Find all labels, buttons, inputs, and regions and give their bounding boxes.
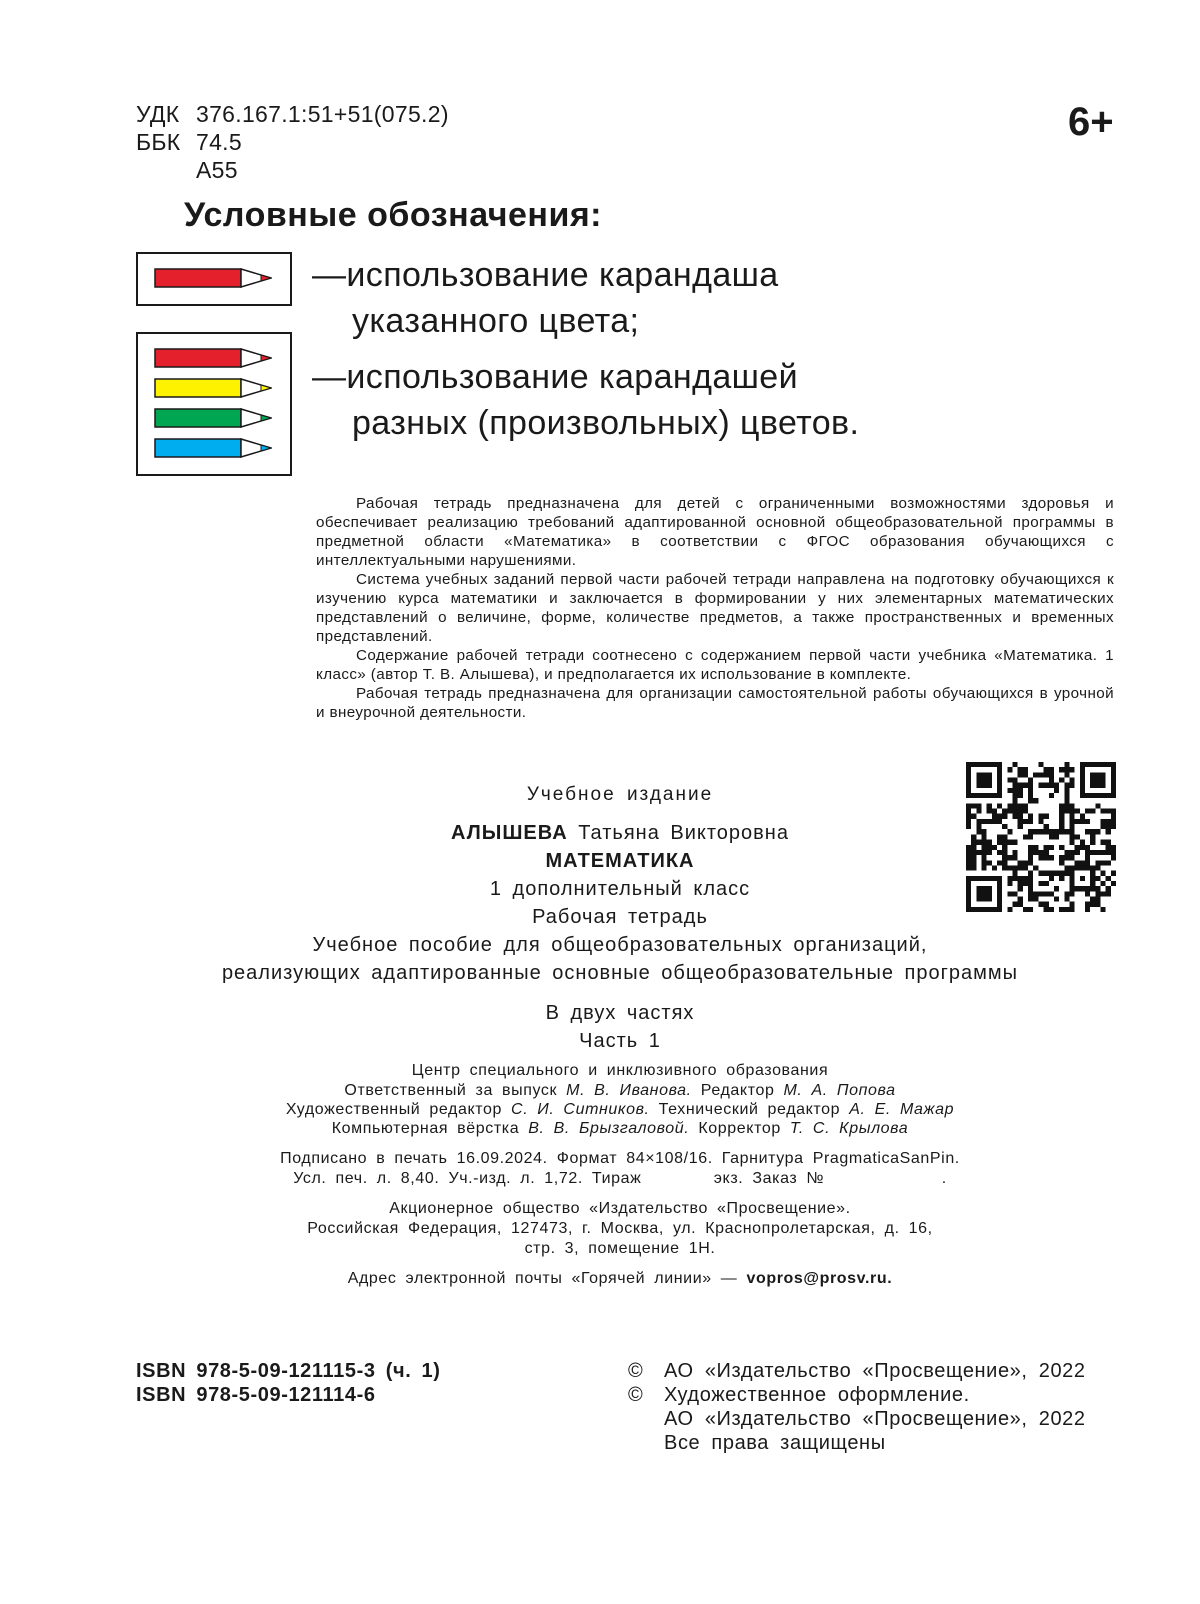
red-pencil-icon: [154, 268, 272, 288]
isbn-line1: ISBN 978-5-09-121115-3 (ч. 1): [136, 1360, 441, 1382]
art-editor-line: Художественный редактор С. И. Ситников. Технический редактор А. Е. Мажар: [285, 1101, 955, 1118]
bbk-value: 74.5: [196, 129, 242, 155]
book-title: МАТЕМАТИКА: [545, 850, 695, 872]
legend-single-line2: указанного цвета;: [352, 302, 640, 340]
author-sign-line: [136, 156, 238, 184]
legend-title: Условные обозначения:: [184, 196, 603, 234]
purpose-line2: реализующих адаптированные основные общеобразовательные программы: [221, 962, 1019, 984]
annotation: [316, 494, 1114, 722]
annotation-paragraph: Система учебных заданий первой части рабочей тетради направлена на подготовку обучающихся к изучению курса математики и заключается в формировании у них элементарных математических представлений о величине, форме, количестве предметов, а также пространственных и временных представлений.: [316, 571, 1114, 645]
copyright-line2: © Художественное оформление.: [628, 1384, 970, 1406]
edition-type: Учебное издание: [526, 784, 714, 805]
legend-multi-line1: —использование карандашей: [312, 358, 798, 396]
multi-pencil-box: [136, 332, 292, 476]
annotation-paragraph: Рабочая тетрадь предназначена для детей с ограниченными возможностями здоровья и обеспечивает реализацию требований адаптированной основной общеобразовательной программы в предметной области «Математика» в соответствии с ФГОС образования обучающихся с интеллектуальными нарушениями.: [316, 495, 1114, 569]
grade: 1 дополнительный класс: [489, 878, 751, 900]
green-pencil-icon: [154, 408, 272, 428]
author-line: [0, 822, 1200, 845]
author-name: Татьяна Викторовна: [578, 822, 789, 844]
legend-single-line1: —использование карандаша: [312, 256, 779, 294]
udk-value: 376.167.1:51+51(075.2): [196, 101, 449, 127]
yellow-pencil-icon: [154, 378, 272, 398]
responsible-line: Ответственный за выпуск М. В. Иванова. Редактор М. А. Попова: [344, 1082, 896, 1099]
single-pencil-box: [136, 252, 292, 306]
parts: В двух частях: [545, 1002, 695, 1024]
annotation-paragraph: Рабочая тетрадь предназначена для организации самостоятельной работы обучающихся в урочной и внеурочной деятельности.: [316, 685, 1114, 721]
email-line: Адрес электронной почты «Горячей линии» — vopros@prosv.ru.: [347, 1270, 893, 1287]
author-sign: А55: [196, 157, 238, 183]
print-line1: Подписано в печать 16.09.2024. Формат 84×108/16. Гарнитура PragmaticaSanPin.: [280, 1150, 960, 1167]
annotation-paragraph: Содержание рабочей тетради соотнесено с содержанием первой части учебника «Математика. 1 класс» (автор Т. В. Алышева), и предполагается их использование в комплекте.: [316, 647, 1114, 683]
center-name: Центр специального и инклюзивного образования: [411, 1062, 829, 1079]
udk-line: [136, 100, 449, 128]
isbn-line2: ISBN 978-5-09-121114-6: [136, 1384, 376, 1406]
publisher-line1: Акционерное общество «Издательство «Просвещение».: [389, 1200, 851, 1217]
author-surname: АЛЫШЕВА: [451, 822, 568, 844]
copyright-line1: © АО «Издательство «Просвещение», 2022: [628, 1360, 1086, 1382]
age-rating: 6+: [1068, 100, 1114, 144]
legend-multi-line2: разных (произвольных) цветов.: [352, 404, 860, 442]
bbk-label: ББК: [136, 129, 181, 155]
email-link[interactable]: vopros@prosv.ru.: [746, 1270, 893, 1287]
copyright-line3: АО «Издательство «Просвещение», 2022: [664, 1408, 1086, 1430]
udk-label: УДК: [136, 101, 180, 127]
kind: Рабочая тетрадь: [532, 906, 708, 928]
publisher-line2: Российская Федерация, 127473, г. Москва, ул. Краснопролетарская, д. 16,: [307, 1220, 933, 1237]
copyright-symbol: ©: [628, 1360, 644, 1382]
print-line2: Усл. печ. л. 8,40. Уч.-изд. л. 1,72. Тираж экз. Заказ № .: [293, 1170, 947, 1187]
purpose-line1: Учебное пособие для общеобразовательных организаций,: [312, 934, 928, 956]
publisher-line3: стр. 3, помещение 1Н.: [524, 1240, 716, 1257]
layout-line: Компьютерная вёрстка В. В. Брызгаловой. Корректор Т. С. Крылова: [331, 1120, 909, 1137]
bbk-line: [136, 128, 242, 156]
red-pencil-icon: [154, 348, 272, 368]
part: Часть 1: [579, 1030, 661, 1052]
copyright-line4: Все права защищены: [664, 1432, 886, 1454]
copyright-symbol: ©: [628, 1384, 644, 1406]
blue-pencil-icon: [154, 438, 272, 458]
